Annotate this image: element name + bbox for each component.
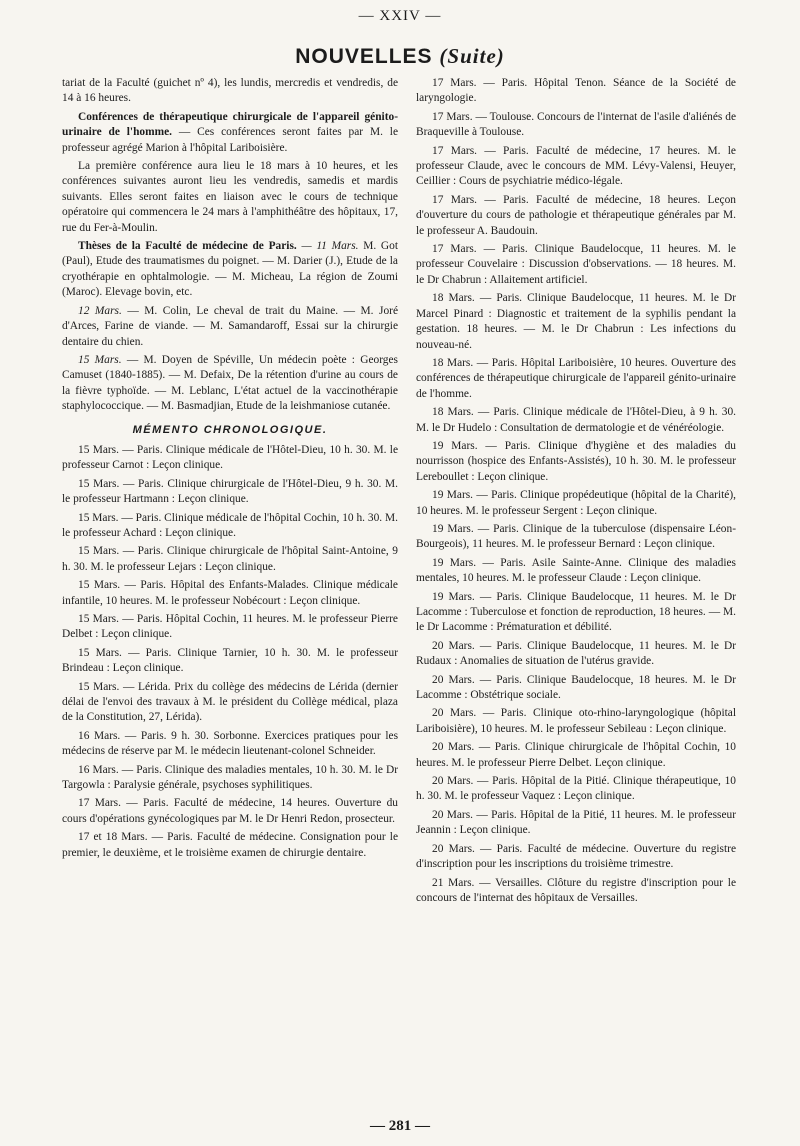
theses-date: — 11 Mars. (296, 240, 359, 253)
memento-entry: 15 Mars. — Lérida. Prix du collège des médecins de Lérida (dernier délai de l'envoi des travaux à M. le président du Collège médical, plaza de la Constitution, 27, Lérida). (62, 680, 398, 724)
memento-entry: 18 Mars. — Paris. Clinique Baudelocque, 11 heures. M. le Dr Marcel Pinard : Diagnostic et traitement de la syphilis pendant la gestation. 18 heures. — M. le Dr Chabrun : Les infections du nouveau-né. (416, 292, 736, 351)
left-paragraph-1: tariat de la Faculté (guichet nº 4), les lundis, mercredis et vendredis, de 14 à 16 heures. (62, 77, 398, 105)
section-title (0, 44, 800, 69)
memento-entry: 20 Mars. — Paris. Hôpital de la Pitié. Clinique thérapeutique, 10 h. 30. M. le professeur Vaquez : Leçon clinique. (416, 775, 736, 803)
left-paragraph-5 (62, 304, 398, 350)
left-column (62, 76, 398, 864)
memento-entry: 15 Mars. — Paris. Clinique chirurgicale de l'Hôtel-Dieu, 9 h. 30. M. le professeur Hartmann : Leçon clinique. (62, 477, 398, 506)
memento-entry: 17 Mars. — Toulouse. Concours de l'internat de l'asile d'aliénés de Braqueville à Toulouse. (416, 110, 736, 139)
conference-text: — Ces conférences seront faites par M. le professeur agrégé Marion à l'hôpital Lariboisière. (62, 126, 399, 154)
memento-entry: 17 Mars. — Paris. Clinique Baudelocque, 11 heures. M. le professeur Couvelaire : Discussion d'observations. — 18 heures. M. le Dr Chabrun : Allaitement artificiel. (416, 243, 736, 286)
memento-entry: 15 Mars. — Paris. Clinique chirurgicale de l'hôpital Saint-Antoine, 9 h. 30. M. le professeur Lejars : Leçon clinique. (62, 545, 398, 573)
memento-entry: 15 Mars. — Paris. Clinique médicale de l'Hôtel-Dieu, 10 h. 30. M. le professeur Carnot : Leçon clinique. (62, 443, 398, 472)
memento-entry: 19 Mars. — Paris. Clinique Baudelocque, 11 heures. M. le Dr Lacomme : Tuberculose et fonction de reproduction, 18 heures. — M. le Dr Lacomme : Prématuration et débilité. (416, 590, 736, 634)
theses-text-2: — M. Colin, Le cheval de trait du Maine. — M. Joré d'Arces, Farine de viande. — M. Samandaroff, Essai sur la chirurgie dentaire du chien. (62, 304, 399, 348)
memento-entry: 19 Mars. — Paris. Clinique de la tuberculose (dispensaire Léon-Bourgeois), 11 heures. M. le professeur Bernard : Leçon clinique. (416, 522, 736, 551)
right-column (416, 76, 736, 909)
memento-entry: 19 Mars. — Paris. Clinique propédeutique (hôpital de la Charité), 10 heures. M. le professeur Sergent : Leçon clinique. (416, 489, 736, 517)
memento-entry: 15 Mars. — Paris. Hôpital des Enfants-Malades. Clinique médicale infantile, 10 heures. M. le professeur Nobécourt : Leçon clinique. (62, 579, 398, 607)
memento-entry: 19 Mars. — Paris. Clinique d'hygiène et des maladies du nourrisson (hospice des Enfants-Assistés), 10 h. 30. M. le professeur Lereboullet : Leçon clinique. (416, 439, 736, 483)
memento-entry: 17 Mars. — Paris. Faculté de médecine, 14 heures. Ouverture du cours d'opérations gynécologiques par M. le Dr Henri Redon, prosecteur. (62, 797, 398, 825)
memento-entry: 20 Mars. — Paris. Clinique Baudelocque, 11 heures. M. le Dr Rudaux : Anomalies de situation de l'utérus gravide. (416, 639, 736, 668)
memento-entry: 16 Mars. — Paris. Clinique des maladies mentales, 10 h. 30. M. le Dr Targowla : Paralysie générale, psychoses syphilitiques. (62, 763, 398, 792)
memento-entry: 15 Mars. — Paris. Hôpital Cochin, 11 heures. M. le professeur Pierre Delbet : Leçon clinique. (62, 613, 398, 641)
theses-heading: Thèses de la Faculté de médecine de Paris. (78, 240, 297, 253)
memento-entry: 17 et 18 Mars. — Paris. Faculté de médecine. Consignation pour le premier, le deuxième, et le troisième examen de chirurgie dentaire. (62, 831, 398, 859)
memento-entry: 15 Mars. — Paris. Clinique médicale de l'hôpital Cochin, 10 h. 30. M. le professeur Achard : Leçon clinique. (62, 511, 398, 539)
memento-entry: 20 Mars. — Paris. Clinique Baudelocque, 18 heures. M. le Dr Lacomme : Obstétrique sociale. (416, 673, 736, 702)
theses-text: M. Got (Paul), Etude des traumatismes du poignet. — M. Darier (J.), Etude de la cryothérapie en ophtalmologie. — M. Micheau, La région de Zoumi (Maroc). Elevage bovin, etc. (62, 240, 398, 299)
left-paragraph-4 (62, 239, 398, 301)
memento-entry: 19 Mars. — Paris. Asile Sainte-Anne. Clinique des maladies mentales, 10 heures. M. le professeur Claude : Leçon clinique. (416, 556, 736, 585)
left-paragraph-3: La première conférence aura lieu le 18 mars à 10 heures, et les conférences suivantes auront lieu les vendredis, samedis et mardis suivants. Elles seront faites en liaison avec le cours de technique opératoire qui commencera le 24 mars à l'amphithéâtre des hôpitaux, 17, rue du Fer-à-Moulin. (62, 160, 398, 234)
memento-entry: 16 Mars. — Paris. 9 h. 30. Sorbonne. Exercices pratiques pour les médecins de réserve par M. le médecin lieutenant-colonel Schneider. (62, 729, 398, 758)
page-header-roman: — XXIV — (358, 8, 442, 24)
memento-entry: 18 Mars. — Paris. Hôpital Lariboisière, 10 heures. Ouverture des conférences de thérapeutique chirurgicale de l'appareil génito-urinaire de l'homme. (416, 356, 736, 400)
memento-entry: 20 Mars. — Paris. Faculté de médecine. Ouverture du registre d'inscription pour les inscriptions du troisième trimestre. (416, 842, 736, 871)
memento-entry: 21 Mars. — Versailles. Clôture du registre d'inscription pour le concours de l'internat des hôpitaux de Versailles. (416, 876, 736, 904)
theses-date-2: 12 Mars. (78, 304, 122, 317)
theses-date-3: 15 Mars. (78, 353, 122, 366)
left-paragraph-6 (62, 353, 398, 415)
memento-heading: MÉMENTO CHRONOLOGIQUE. (132, 423, 328, 436)
memento-entry: 20 Mars. — Paris. Hôpital de la Pitié, 11 heures. M. le professeur Jeannin : Leçon clinique. (416, 808, 736, 837)
memento-entry: 20 Mars. — Paris. Clinique oto-rhino-laryngologique (hôpital Lariboisière), 10 heures. M. le professeur Sebileau : Leçon clinique. (416, 707, 736, 735)
memento-entry: 15 Mars. — Paris. Clinique Tarnier, 10 h. 30. M. le professeur Brindeau : Leçon clinique. (62, 646, 398, 675)
theses-text-3: — M. Doyen de Spéville, Un médecin poète : Georges Camuset (1840-1885). — M. Defaix, De la rétention d'urine au cours de la fièvre typhoïde. — M. Leblanc, L'état actuel de la vaccinothérapie staphylococcique. — M. Basmadjian, Etude de la leishmaniose cutanée. (62, 353, 398, 413)
memento-entry: 17 Mars. — Paris. Hôpital Tenon. Séance de la Société de laryngologie. (416, 77, 736, 105)
memento-entry: 20 Mars. — Paris. Clinique chirurgicale de l'hôpital Cochin, 10 heures. M. le professeur Pierre Delbet. Leçon clinique. (416, 741, 736, 769)
memento-entry: 17 Mars. — Paris. Faculté de médecine, 18 heures. Leçon d'ouverture du cours de pathologie et thérapeutique générales par M. le professeur A. Baudouin. (416, 193, 736, 237)
title-main: NOUVELLES (295, 45, 433, 68)
page-number: — 281 — (370, 1118, 430, 1134)
memento-entry: 18 Mars. — Paris. Clinique médicale de l'Hôtel-Dieu, à 9 h. 30. M. le Dr Hudelo : Consultation de dermatologie et de vénéréologie. (416, 406, 736, 434)
conference-heading: Conférences de thérapeutique chirurgicale de l'appareil génito-urinaire de l'homme. (62, 110, 398, 139)
title-suite: (Suite) (439, 44, 505, 68)
left-paragraph-2 (62, 110, 398, 156)
memento-entry: 17 Mars. — Paris. Faculté de médecine, 17 heures. M. le professeur Claude, avec le concours de MM. Lévy-Valensi, Heuyer, Ceillier : Cours de psychiatrie médico-légale. (416, 144, 736, 188)
